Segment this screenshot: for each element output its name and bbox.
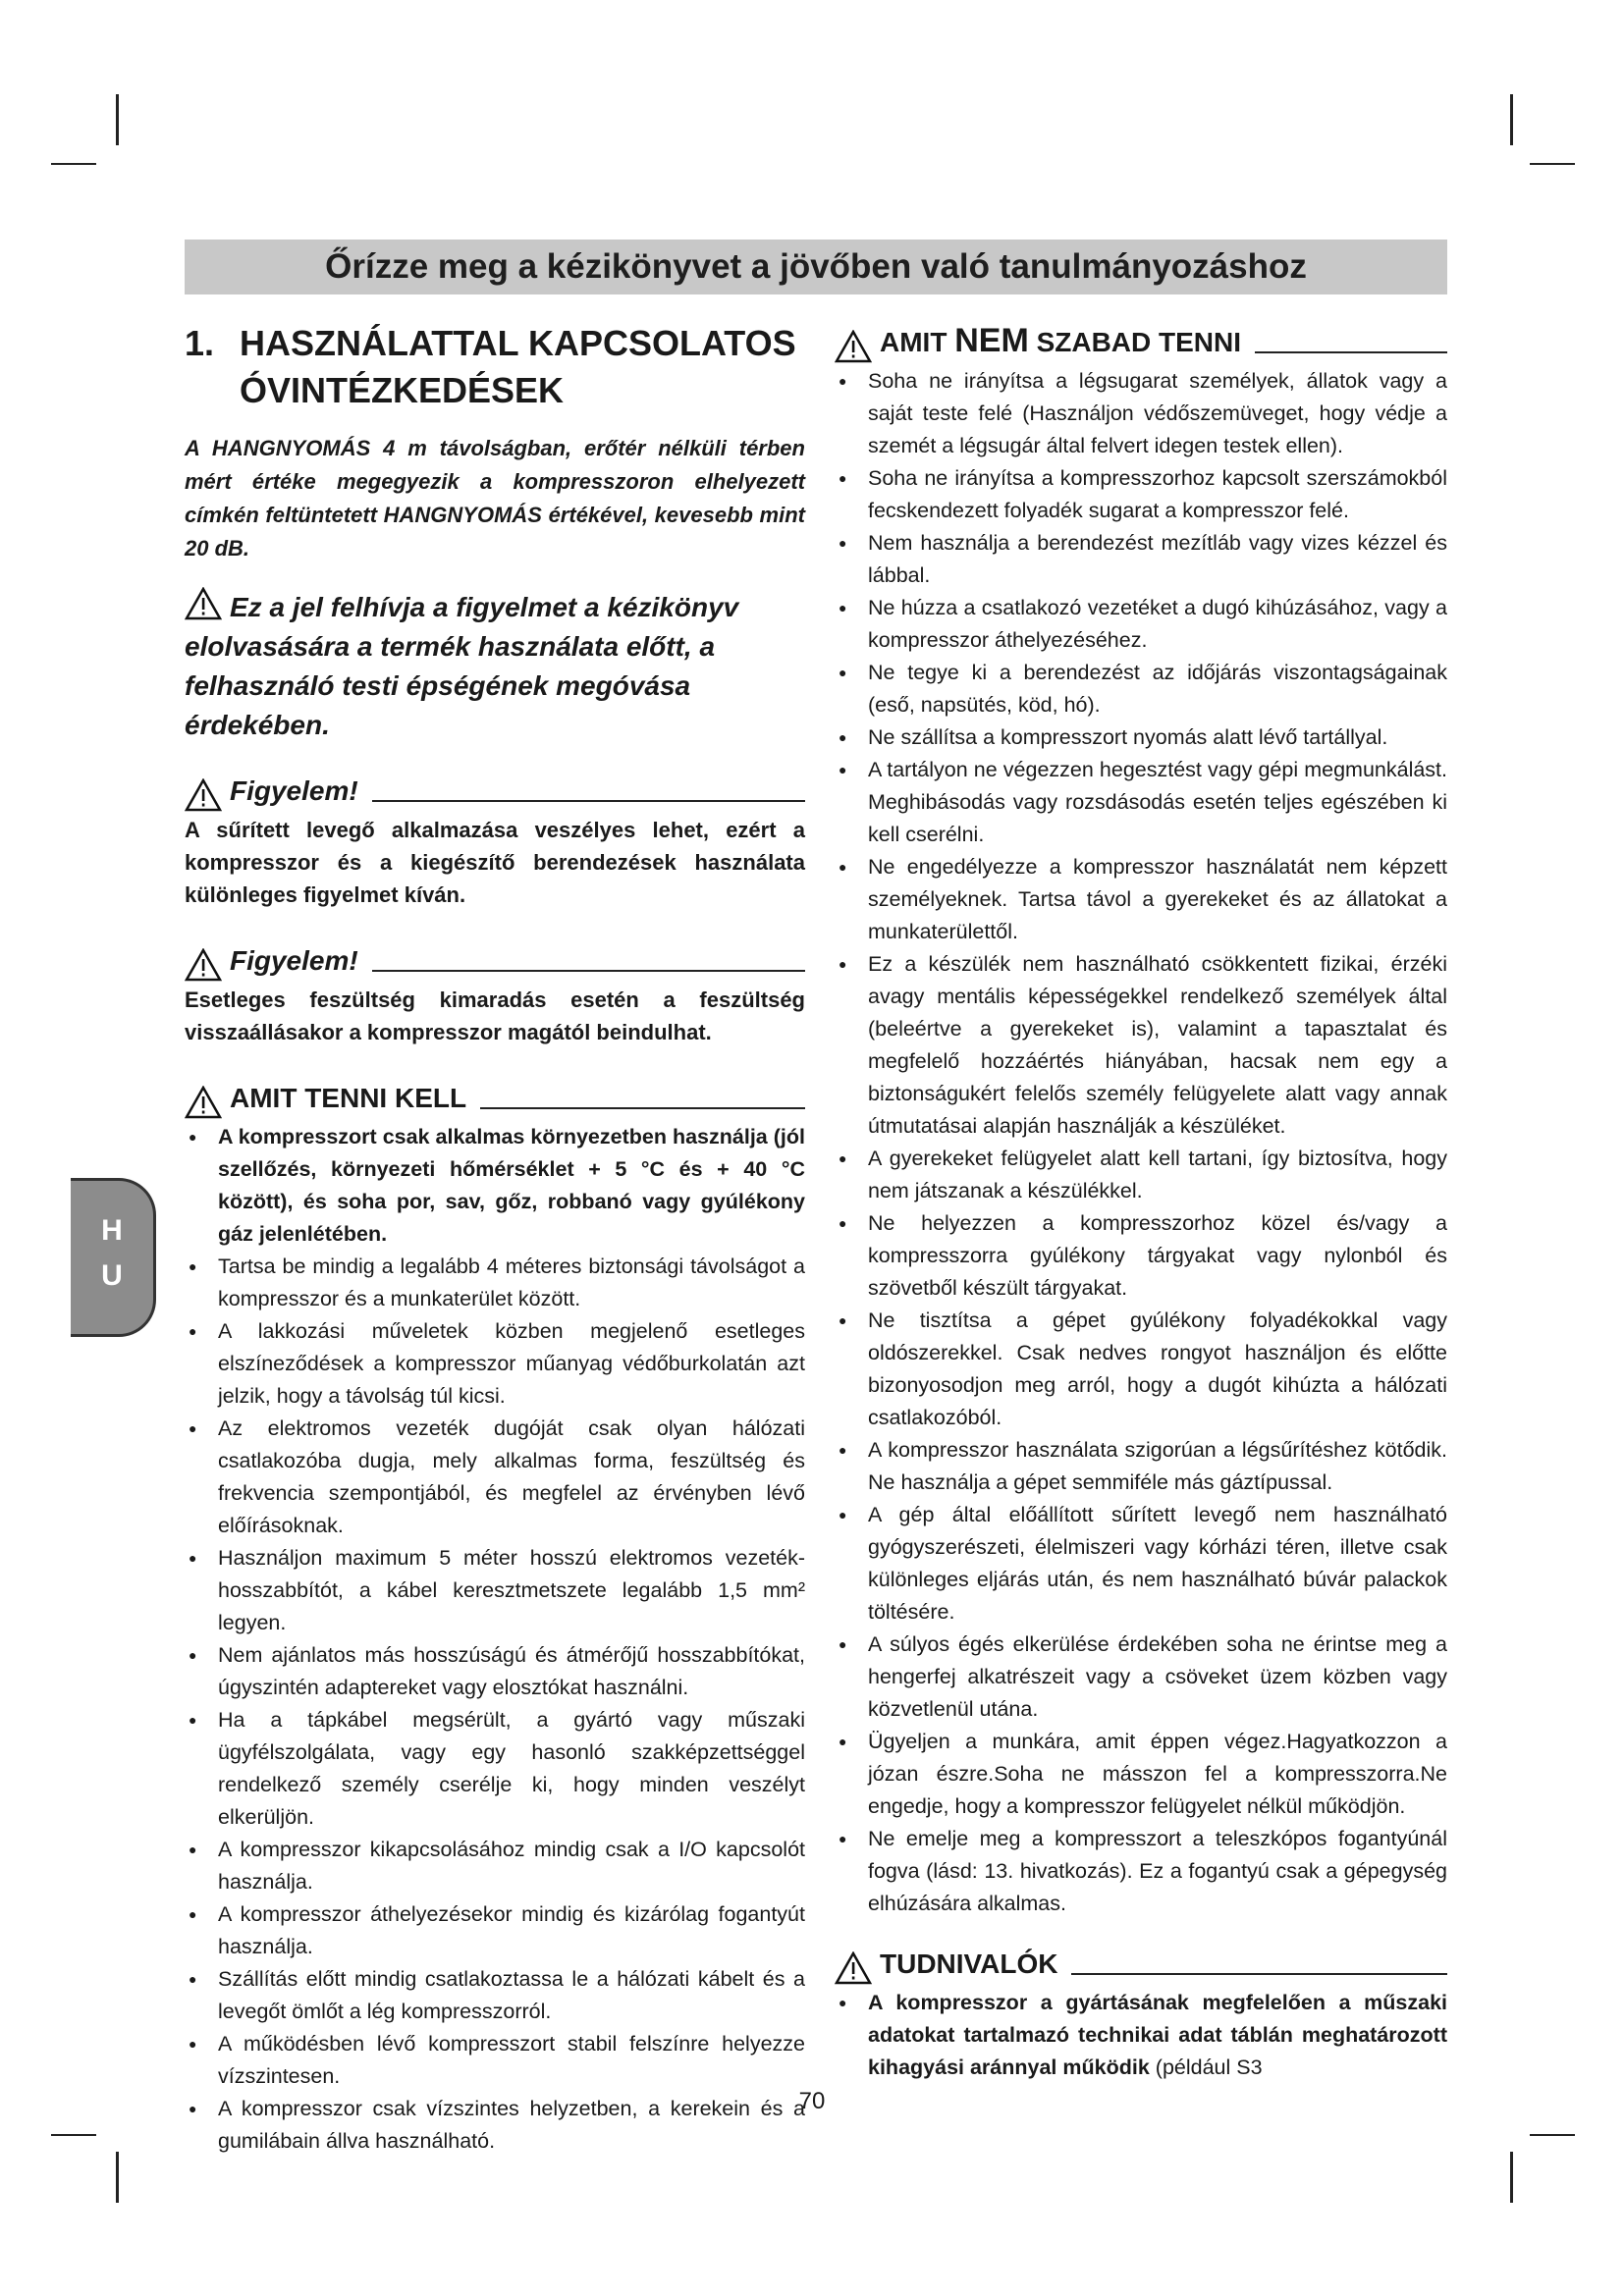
notes-bold-text: A kompresszor a gyártásának megfelelően a műszaki adatokat tartalmazó technikai adat táblán meghatározott kihagyási aránnyal működik <box>868 1991 1447 2079</box>
list-item: ● Ne húzza a csatlakozó vezetéket a dugó kihúzásához, vagy a kompresszor áthelyezéséhez. <box>835 592 1447 657</box>
figyelem-heading-2 <box>185 940 805 982</box>
section-title-line2: ÓVINTÉZKEDÉSEK <box>240 370 565 410</box>
warning-triangle-icon <box>185 1086 222 1119</box>
language-letter-2: U <box>101 1259 123 1292</box>
section-heading <box>185 320 805 414</box>
crop-mark <box>1530 163 1575 165</box>
list-item: ● A kompresszor áthelyezésekor mindig és kizárólag fogantyút használja. <box>185 1898 805 1963</box>
figyelem-title-1: Figyelem! <box>230 775 358 806</box>
dont-heading <box>835 320 1447 363</box>
heading-rule <box>480 1107 805 1109</box>
warning-triangle-icon <box>185 778 222 812</box>
list-item: ● A működésben lévő kompresszort stabil felszínre helyezze vízszintesen. <box>185 2028 805 2093</box>
list-item: ● A kompresszor csak vízszintes helyzetben, a kerekein és a gumilábain állva használható. <box>185 2093 805 2158</box>
list-item: ● A lakkozási műveletek közben megjelenő esetleges elszíneződések a kompresszor műanyag védőburkolatán azt jelzik, hogy a távolság túl kicsi. <box>185 1315 805 1413</box>
list-item: ● Ne szállítsa a kompresszort nyomás alatt lévő tartállyal. <box>835 721 1447 754</box>
list-item: ● A gyerekeket felügyelet alatt kell tartani, így biztosítva, hogy nem játszanak a készülékkel. <box>835 1143 1447 1207</box>
do-list <box>185 1121 805 2158</box>
list-item: ● Ne engedélyezze a kompresszor használatát nem képzett személyeknek. Tartsa távol a gyerekeket és az állatokat a munkaterülettől. <box>835 851 1447 948</box>
notes-heading <box>835 1944 1447 1985</box>
figyelem-text-1: A sűrített levegő alkalmazása veszélyes lehet, ezért a kompresszor és a kiegészítő berendezések használata különleges figyelmet kíván. <box>185 818 805 907</box>
do-title: AMIT TENNI KELL <box>230 1083 467 1113</box>
list-item: ● A kompresszort csak alkalmas környezetben használja (jól szellőzés, környezeti hőmérséklet + 5 °C és + 40 °C között), és soha por, sav, gőz, robbanó vagy gyúlékony gáz jelenlétében. <box>185 1121 805 1251</box>
list-item: ● A kompresszor használata szigorúan a légsűrítéshez kötődik. Ne használja a gépet semmiféle más gáztípussal. <box>835 1434 1447 1499</box>
list-item: ● Ne tisztítsa a gépet gyúlékony folyadékokkal vagy oldószerekkel. Csak nedves rongyot használjon és előtte bizonyosodjon meg arról, hogy a dugót kihúzta a hálózati csatlakozóból. <box>835 1305 1447 1434</box>
dont-list <box>835 365 1447 1920</box>
list-item: ● Ne emelje meg a kompresszort a teleszkópos fogantyúnál fogva (lásd: 13. hivatkozás). Ez a fogantyú csak a gépegység elhúzására alkalmas. <box>835 1823 1447 1920</box>
do-heading <box>185 1078 805 1119</box>
crop-mark <box>1510 94 1513 145</box>
page-number: 70 <box>798 2088 826 2114</box>
crop-mark <box>51 2134 96 2136</box>
list-item: ● Ne tegye ki a berendezést az időjárás viszontagságainak (eső, napsütés, köd, hó). <box>835 657 1447 721</box>
sound-pressure-intro: A HANGNYOMÁS 4 m távolságban, erőtér nélküli térben mért értéke megegyezik a kompresszoron elhelyezett címkén feltüntetett HANGNYOMÁS értékével, kevesebb mint 20 dB. <box>185 436 805 561</box>
figyelem-text-2: Esetleges feszültség kimaradás esetén a feszültség visszaállásakor a kompresszor magától beindulhat. <box>185 988 805 1044</box>
dont-title-post: SZABAD TENNI <box>1036 327 1242 357</box>
list-item: ● Az elektromos vezeték dugóját csak olyan hálózati csatlakozóba dugja, mely alkalmas forma, feszültség és frekvencia szempontjából, és megfelel az érvényben lévő előírásoknak. <box>185 1413 805 1542</box>
dont-title-pre: AMIT <box>880 327 947 357</box>
list-item: ● Nem használja a berendezést mezítláb vagy vizes kézzel és lábbal. <box>835 527 1447 592</box>
crop-mark <box>116 94 119 145</box>
warning-triangle-icon <box>185 587 222 620</box>
warning-triangle-icon <box>835 1951 872 1985</box>
language-tab <box>71 1178 156 1337</box>
notes-list <box>835 1987 1447 2084</box>
left-column <box>185 314 805 2158</box>
section-number: 1. <box>185 323 215 363</box>
list-item: ● A súlyos égés elkerülése érdekében soha ne érintse meg a hengerfej alkatrészeit vagy a csöveket üzem közben vagy közvetlenül utána. <box>835 1629 1447 1726</box>
figyelem-heading-1 <box>185 771 805 812</box>
list-item: ● A kompresszor kikapcsolásához mindig csak a I/O kapcsolót használja. <box>185 1834 805 1898</box>
list-item: ● Ha a tápkábel megsérült, a gyártó vagy műszaki ügyfélszolgálata, vagy egy hasonló szakképzettséggel rendelkező személy cserélje ki, hogy minden veszélyt elkerüljön. <box>185 1704 805 1834</box>
heading-rule <box>372 800 805 802</box>
warning-triangle-icon <box>185 948 222 982</box>
heading-rule <box>1071 1973 1447 1975</box>
dont-title-em: NEM <box>954 322 1029 359</box>
crop-mark <box>51 163 96 165</box>
list-item: ● Használjon maximum 5 méter hosszú elektromos vezeték-hosszabbítót, a kábel keresztmetszete legalább 1,5 mm² legyen. <box>185 1542 805 1639</box>
list-item: ● Ez a készülék nem használható csökkentett fizikai, érzéki avagy mentális képességekkel rendelkező személyek által (beleértve a gyerekeket is), valamint a tapasztalat és megfelelő hozzáértés hiányában, hacsak nem egy a biztonságukért felelős személy felügyelete alatt vagy annak útmutatásai alapján használják a készüléket. <box>835 948 1447 1143</box>
heading-rule <box>372 970 805 972</box>
crop-mark <box>1510 2152 1513 2203</box>
list-item: ● Soha ne irányítsa a kompresszorhoz kapcsolt szerszámokból fecskendezett folyadék sugarat a kompresszor felé. <box>835 462 1447 527</box>
list-item: ● A tartályon ne végezzen hegesztést vagy gépi megmunkálást. Meghibásodás vagy rozsdásodás esetén teljes egészében ki kell cserélni. <box>835 754 1447 851</box>
dont-title <box>880 320 1241 363</box>
language-letter-1: H <box>101 1214 123 1247</box>
warning-note <box>185 587 805 745</box>
page-banner: Őrízze meg a kézikönyvet a jövőben való tanulmányozáshoz <box>185 240 1447 294</box>
notes-title: TUDNIVALÓK <box>880 1949 1058 1979</box>
list-item: ● Nem ajánlatos más hosszúságú és átmérőjű hosszabbítókat, úgyszintén adaptereket vagy elosztókat használni. <box>185 1639 805 1704</box>
crop-mark <box>1530 2134 1575 2136</box>
warning-triangle-icon <box>835 330 872 363</box>
notes-tail-text: (például S3 <box>1155 2056 1263 2079</box>
figyelem-title-2: Figyelem! <box>230 945 358 976</box>
list-item: ● Ne helyezzen a kompresszorhoz közel és/vagy a kompresszorra gyúlékony tárgyakat vagy nylonból és szövetből készült tárgyakat. <box>835 1207 1447 1305</box>
warning-note-text: Ez a jel felhívja a figyelmet a kézikönyv elolvasására a termék használata előtt, a felhasználó testi épségének megóvása érdekében. <box>185 592 739 740</box>
section-title-line1: HASZNÁLATTAL KAPCSOLATOS <box>240 323 796 363</box>
right-column <box>835 314 1447 2084</box>
list-item <box>835 1987 1447 2084</box>
list-item: ● Ügyeljen a munkára, amit éppen végez.Hagyatkozzon a józan észre.Soha ne másszon fel a kompresszorra.Ne engedje, hogy a kompresszor felügyelet nélkül működjön. <box>835 1726 1447 1823</box>
heading-rule <box>1255 351 1447 353</box>
crop-mark <box>116 2152 119 2203</box>
list-item: ● Szállítás előtt mindig csatlakoztassa le a hálózati kábelt és a levegőt ömlőt a lég kompresszorról. <box>185 1963 805 2028</box>
list-item: ● Soha ne irányítsa a légsugarat személyek, állatok vagy a saját teste felé (Használjon védőszemüveget, hogy védje a szemét a légsugár által felvert idegen testek ellen). <box>835 365 1447 462</box>
list-item: ● A gép által előállított sűrített levegő nem használható gyógyszerészeti, élelmiszeri vagy kórházi téren, illetve csak különleges eljárás után, és nem használható búvár palackok töltésére. <box>835 1499 1447 1629</box>
list-item: ● Tartsa be mindig a legalább 4 méteres biztonsági távolságot a kompresszor és a munkaterület között. <box>185 1251 805 1315</box>
